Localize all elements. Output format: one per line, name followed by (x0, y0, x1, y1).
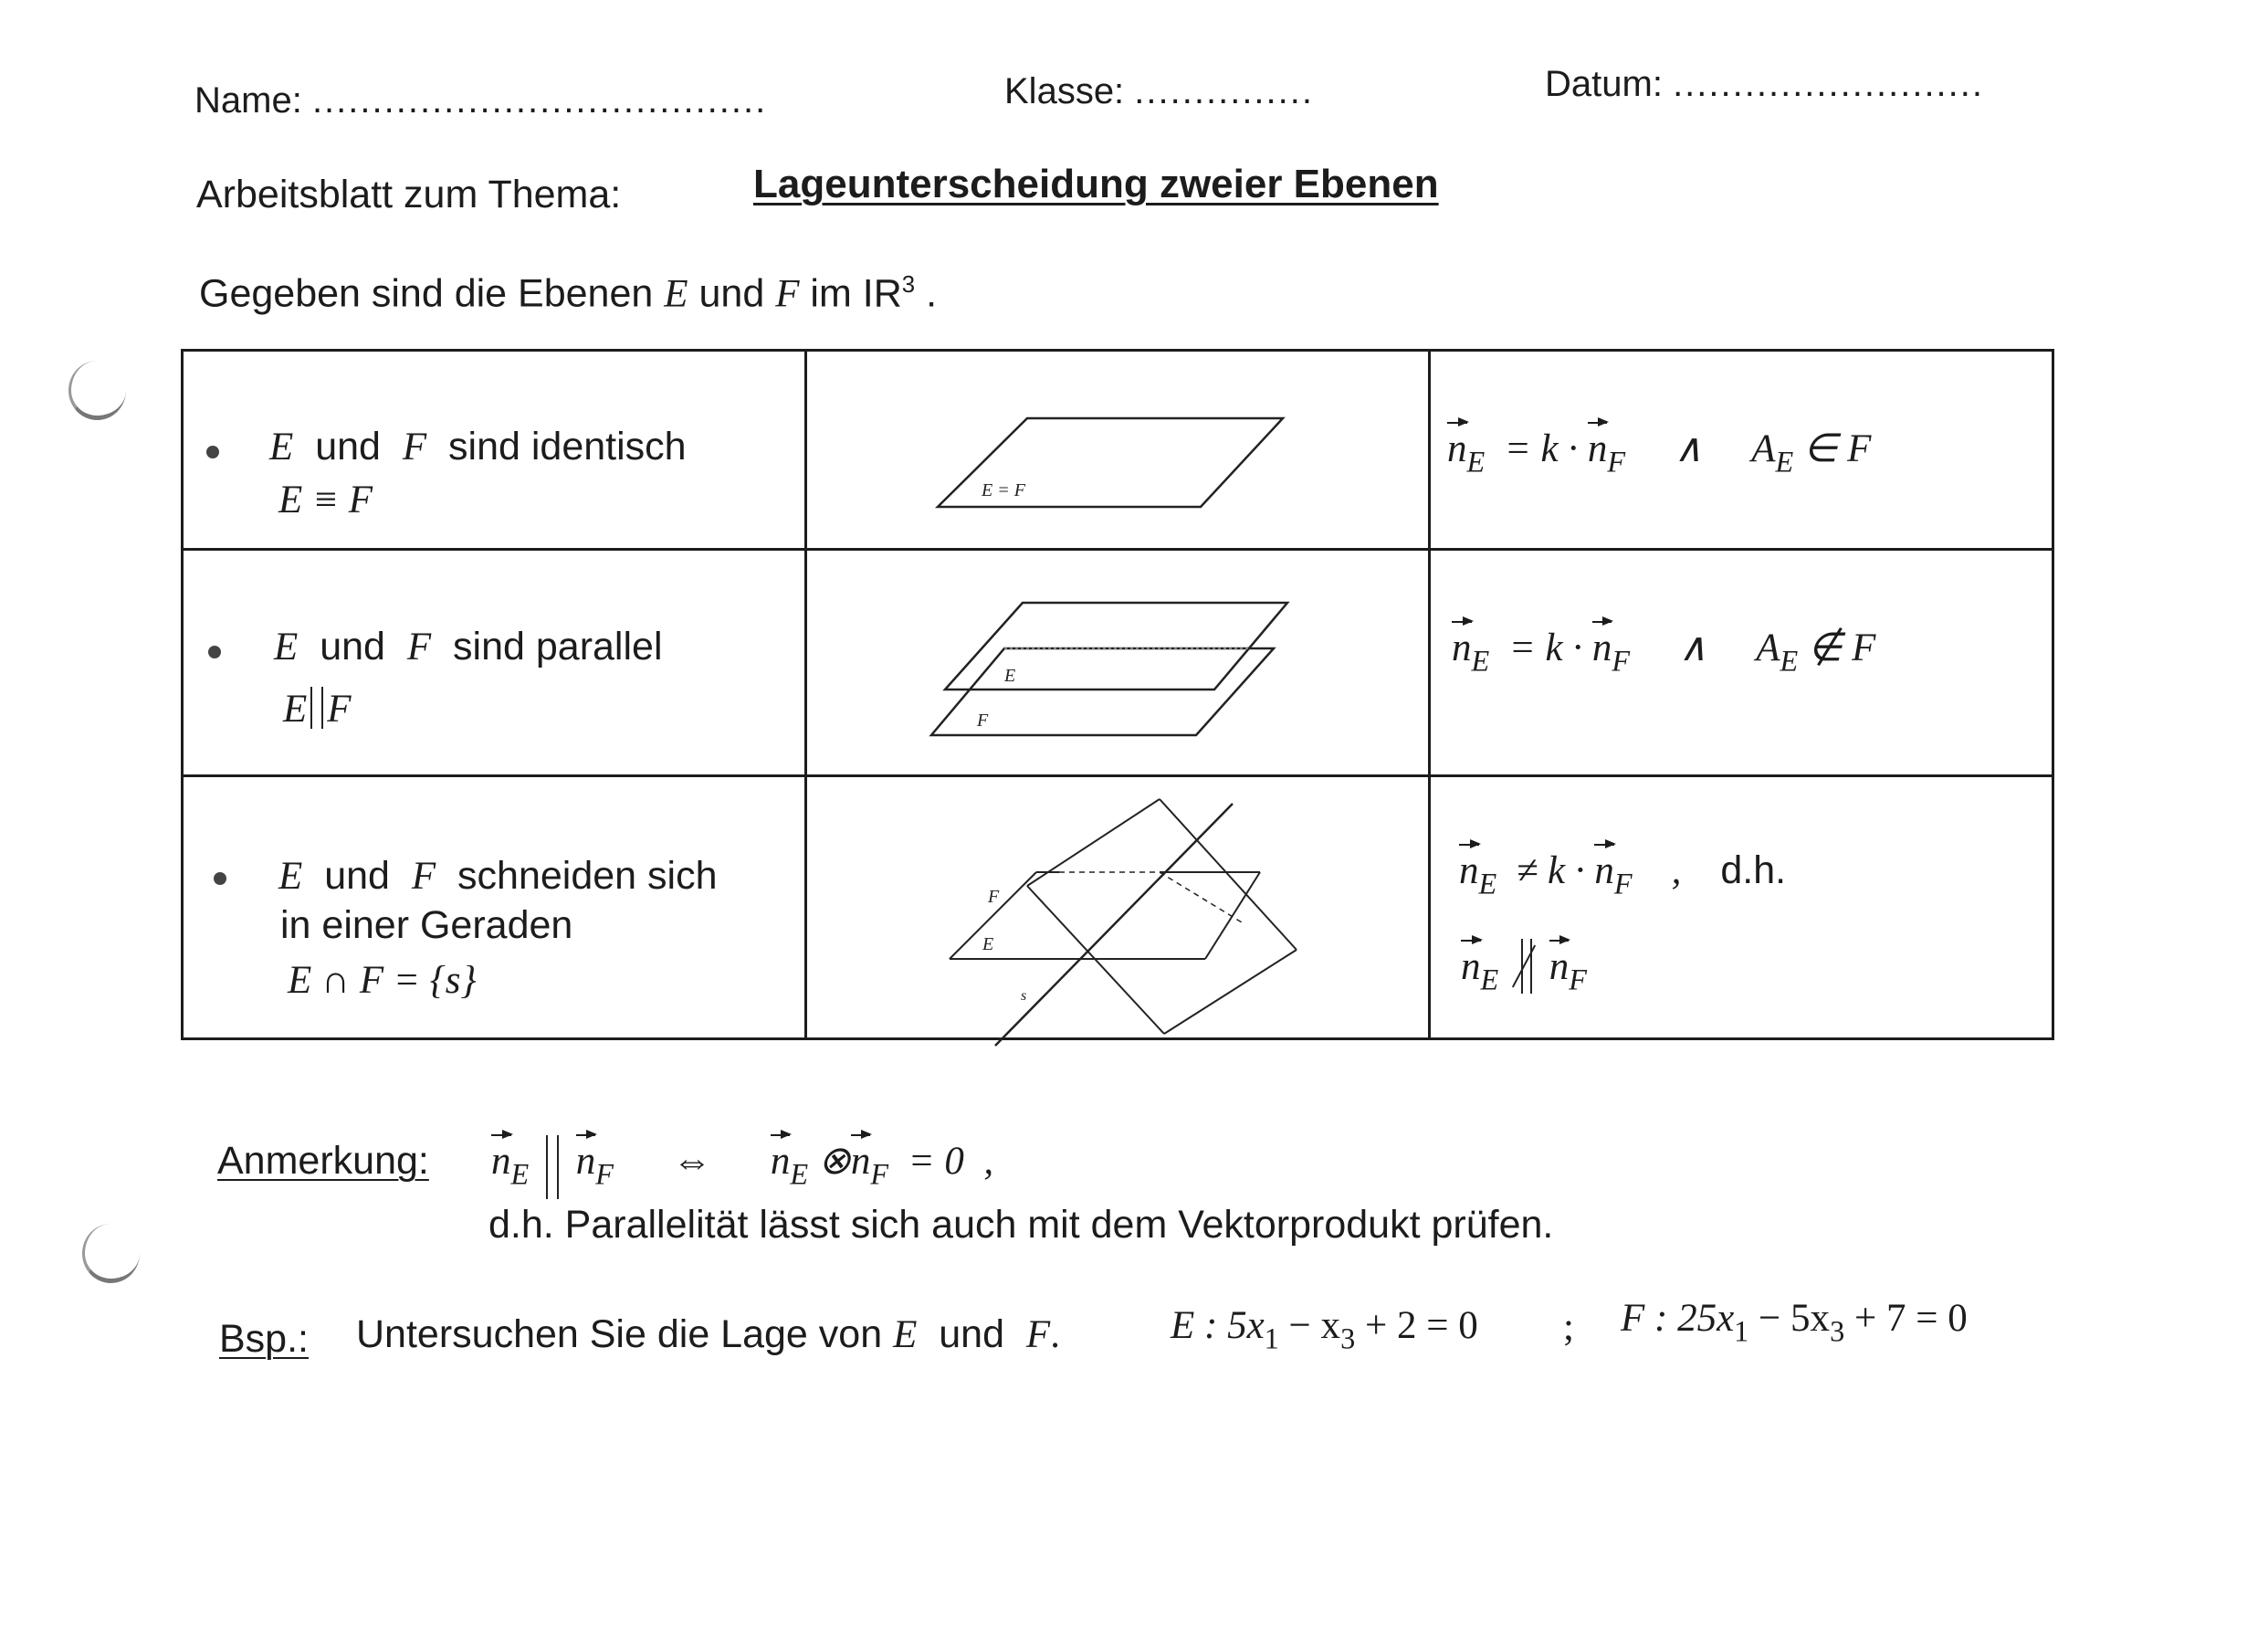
bullet-icon (214, 872, 226, 885)
note-explanation: d.h. Parallelität lässt sich auch mit dem Vektorprodukt prüfen. (488, 1203, 1554, 1247)
note-label: Anmerkung: (217, 1139, 429, 1183)
relation-parallel: E F (283, 688, 352, 731)
not-parallel-icon (1508, 939, 1539, 994)
punch-hole-bottom (82, 1224, 140, 1283)
example-equation-F: F : $25x_1 - 5x_3 + 7 = 0$ (1621, 1297, 1968, 1348)
figure-label: E (1004, 666, 1016, 686)
condition-identical: $n_E = k \cdot n_F$ ∧ $A_E$ ∈ F (1447, 427, 1872, 479)
figure-label: E = F (982, 480, 1025, 500)
name-label: Name: ...................................... (194, 80, 768, 121)
bullet-icon (208, 646, 221, 658)
figure-parallel-planes (922, 594, 1306, 749)
datum-blank[interactable]: .......................... (1673, 64, 1985, 104)
figure-label: s (1021, 988, 1027, 1004)
relation-intersect: E ∩ F = {s} (288, 959, 477, 1002)
topic-title: Lageunterscheidung zweier Ebenen (753, 162, 1439, 206)
bullet-icon (206, 446, 219, 458)
condition-intersect: $n_E \ne k \cdot n_F$ , d.h. (1459, 848, 1787, 900)
case-intersect-line2: in einer Geraden (280, 903, 573, 947)
example-label: Bsp.: (219, 1317, 309, 1361)
case-parallel: E und F sind parallel (274, 625, 663, 669)
figure-label: F (988, 887, 1000, 907)
condition-parallel: $n_E = k \cdot n_F$ ∧ $A_E$ ∉ F (1452, 626, 1876, 678)
figure-label: F (977, 711, 989, 731)
example-task: Untersuchen Sie die Lage von E und F. (356, 1312, 1060, 1356)
punch-hole-top (68, 361, 126, 420)
case-intersect: E und F schneiden sich (278, 854, 718, 898)
note-formula: $n_E$ $n_F$ ⇔ $n_E$ $\otimes n_F = 0$ , (491, 1135, 993, 1199)
intro-line: Gegeben sind die Ebenen E und F im $IR^3$ . (199, 271, 938, 316)
example-equation-E: E : $5x_1 - x_3 + 2 = 0$ (1171, 1304, 1478, 1355)
condition-intersect-line2: $n_E$ $n_F$ (1461, 939, 1587, 995)
cell-condition-intersect (1430, 776, 2053, 1039)
topic-label: Arbeitsblatt zum Thema: (196, 173, 622, 216)
relation-identical: E ≡ F (278, 479, 373, 521)
figure-identical-planes (922, 402, 1306, 521)
figure-label: E (982, 934, 994, 954)
name-blank[interactable]: ...................................... (311, 80, 768, 121)
klasse-blank[interactable]: ............... (1134, 71, 1314, 111)
figure-intersecting-planes (931, 795, 1315, 1050)
example-separator: ; (1563, 1306, 1574, 1349)
datum-label: Datum: .......................... (1545, 64, 1985, 104)
case-identical: E und F sind identisch (269, 425, 687, 469)
klasse-label: Klasse: ............... (1004, 71, 1314, 111)
